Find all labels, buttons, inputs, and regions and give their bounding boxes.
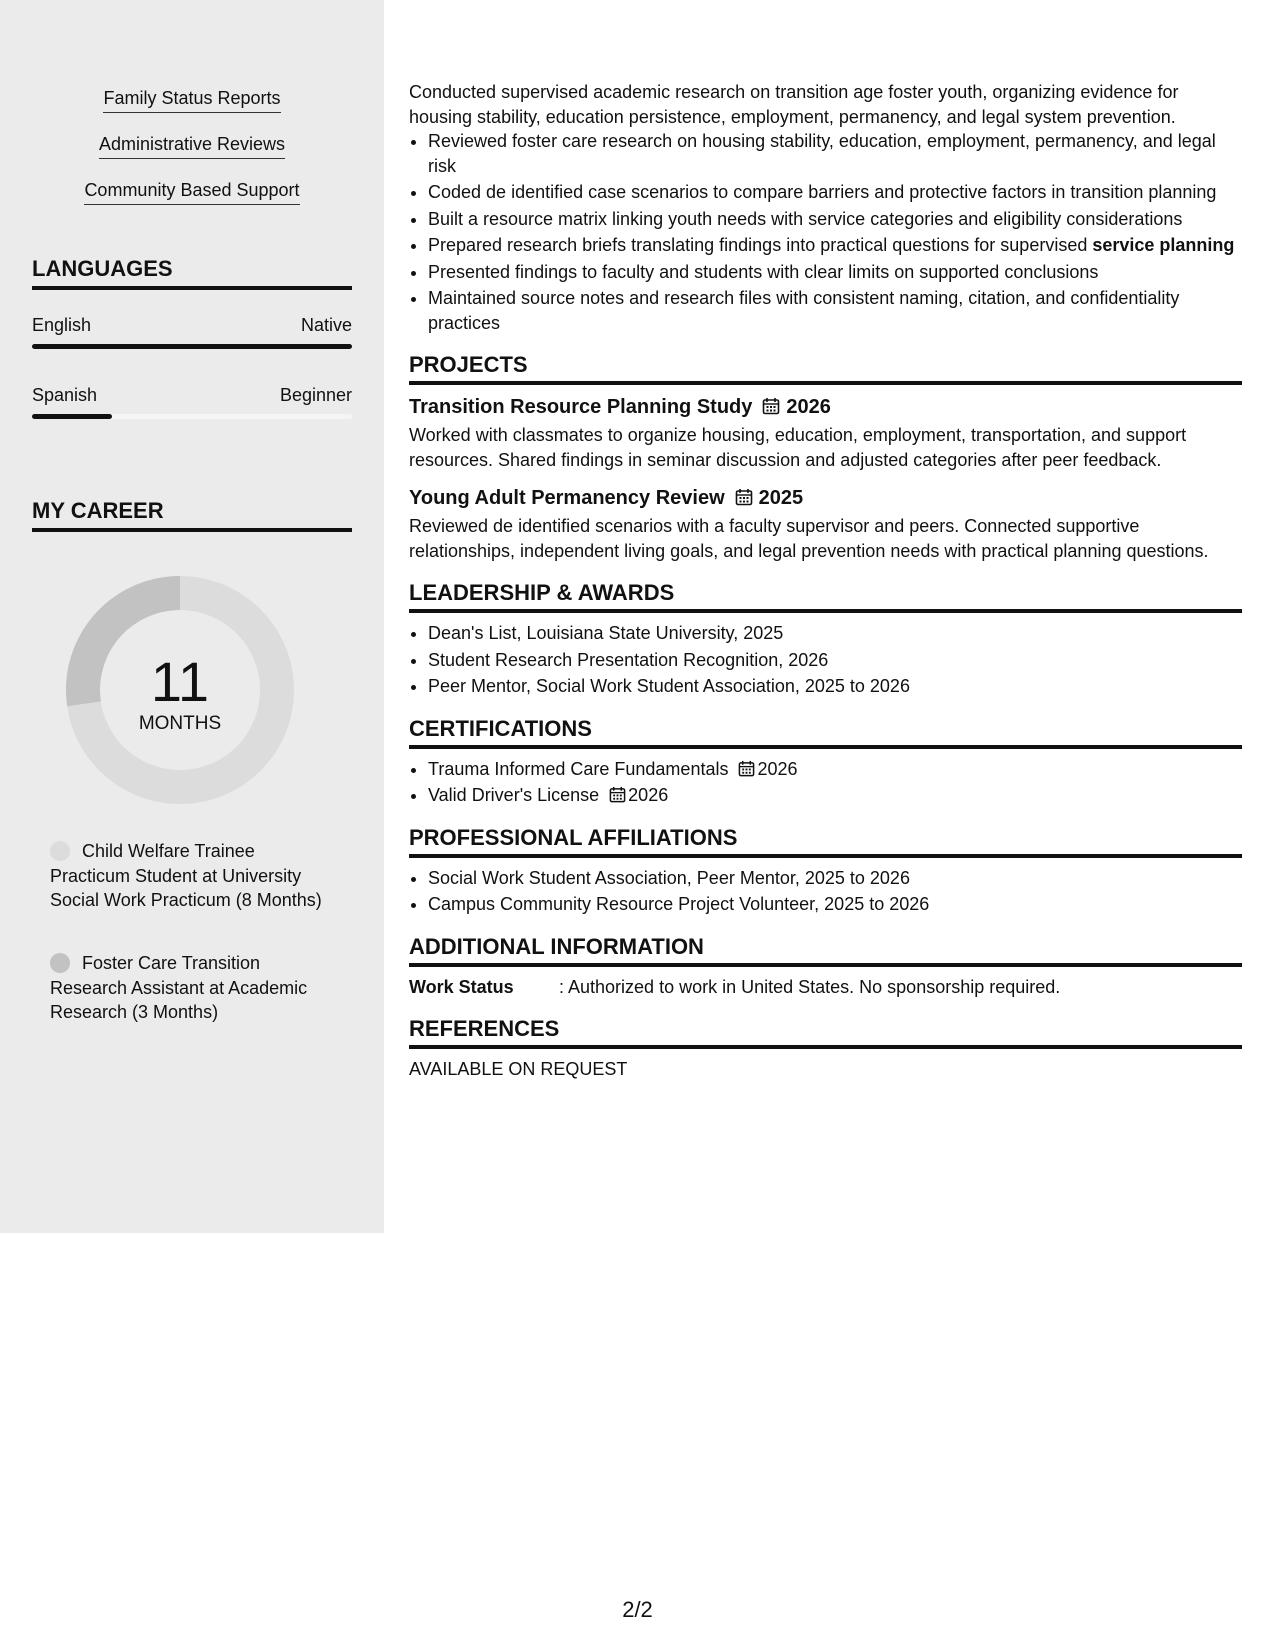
certification-item bbox=[428, 757, 1242, 782]
language-proficiency-bar bbox=[32, 414, 352, 419]
language-name: Spanish bbox=[32, 385, 98, 405]
language-proficiency-fill bbox=[32, 344, 352, 349]
affiliations-list bbox=[409, 866, 1242, 917]
skill-link[interactable]: Family Status Reports bbox=[103, 86, 280, 113]
leadership-item: • Dean's List, Louisiana State University, 2025 bbox=[428, 621, 1242, 646]
project-title: Transition Resource Planning Study bbox=[409, 396, 753, 418]
calendar-icon bbox=[609, 786, 626, 803]
calendar-icon bbox=[738, 760, 755, 777]
experience-bullet bbox=[428, 233, 1242, 258]
language-proficiency-bar bbox=[32, 344, 352, 349]
affiliations-heading: PROFESSIONAL AFFILIATIONS bbox=[409, 824, 1242, 858]
certification-name: Valid Driver's License bbox=[428, 785, 600, 805]
certifications-heading: CERTIFICATIONS bbox=[409, 715, 1242, 749]
career-item bbox=[50, 951, 330, 1025]
leadership-item: • Student Research Presentation Recognition, 2026 bbox=[428, 648, 1242, 673]
career-total-number: 11 bbox=[150, 650, 210, 713]
main-content bbox=[409, 80, 1242, 1082]
project-description: Worked with classmates to organize housing, education, employment, transportation, and support resources. Shared findings in seminar discussion and adjusted categories after peer feedback. bbox=[409, 425, 1187, 470]
language-level: Beginner bbox=[279, 385, 352, 405]
project-title: Young Adult Permanency Review bbox=[409, 487, 725, 509]
calendar-icon bbox=[735, 488, 753, 506]
experience-bullet: • Presented findings to faculty and students with clear limits on supported conclusions bbox=[428, 260, 1242, 285]
projects-heading: PROJECTS bbox=[409, 351, 1242, 385]
bullet-text: Prepared research briefs translating findings into practical questions for supervised bbox=[428, 235, 1093, 255]
experience-bullet: • Coded de identified case scenarios to compare barriers and protective factors in transition planning bbox=[428, 180, 1242, 205]
certifications-list bbox=[409, 757, 1242, 808]
experience-bullet: • Maintained source notes and research files with consistent naming, citation, and confidentiality practices bbox=[428, 286, 1242, 335]
project-description: Reviewed de identified scenarios with a faculty supervisor and peers. Connected supportive relationships, independent living goals, and legal prevention needs with practical planning questions. bbox=[409, 516, 1209, 561]
skills-list bbox=[0, 86, 384, 224]
career-heading: MY CAREER bbox=[32, 498, 352, 532]
experience-bullets bbox=[409, 129, 1242, 335]
skill-link[interactable]: Administrative Reviews bbox=[99, 132, 285, 159]
project-year: 2026 bbox=[786, 396, 831, 418]
skill-link[interactable]: Community Based Support bbox=[84, 178, 299, 205]
project-title-row bbox=[409, 484, 1242, 512]
experience-bullet: • Built a resource matrix linking youth needs with service categories and eligibility considerations bbox=[428, 207, 1242, 232]
experience-summary: Conducted supervised academic research on transition age foster youth, organizing evidence for housing stability, education persistence, employment, permanency, and legal system prevention. bbox=[409, 82, 1179, 127]
career-item-text: Child Welfare Trainee Practicum Student at University Social Work Practicum (8 Months) bbox=[50, 841, 322, 910]
project-title-row bbox=[409, 393, 1242, 421]
work-status-value: : Authorized to work in United States. No sponsorship required. bbox=[559, 976, 1061, 997]
career-legend-dot bbox=[50, 953, 70, 973]
certification-year: 2026 bbox=[757, 758, 798, 779]
work-status-row bbox=[409, 975, 1242, 1000]
language-proficiency-fill bbox=[32, 414, 112, 419]
project-year: 2025 bbox=[758, 487, 804, 509]
certification-year: 2026 bbox=[628, 785, 669, 805]
language-row bbox=[32, 314, 352, 336]
leadership-list bbox=[409, 621, 1242, 699]
career-total-unit: MONTHS bbox=[138, 713, 222, 734]
career-legend-dot bbox=[50, 841, 70, 861]
sidebar bbox=[0, 0, 384, 1233]
certification-name: Trauma Informed Care Fundamentals bbox=[428, 758, 729, 779]
language-name: English bbox=[32, 315, 92, 335]
experience-bullet: • Reviewed foster care research on housing stability, education, employment, permanency, and legal risk bbox=[428, 129, 1242, 178]
calendar-icon bbox=[762, 397, 780, 415]
additional-info-heading: ADDITIONAL INFORMATION bbox=[409, 933, 1242, 967]
languages-heading: LANGUAGES bbox=[32, 256, 352, 290]
page-number: 2/2 bbox=[622, 1597, 653, 1622]
work-status-label: Work Status bbox=[409, 976, 514, 997]
career-item bbox=[50, 839, 330, 913]
certification-item bbox=[428, 783, 1242, 808]
career-item-text: Foster Care Transition Research Assistant at Academic Research (3 Months) bbox=[50, 953, 308, 1022]
language-row bbox=[32, 384, 352, 406]
references-heading: REFERENCES bbox=[409, 1015, 1242, 1049]
leadership-item: • Peer Mentor, Social Work Student Association, 2025 to 2026 bbox=[428, 674, 1242, 699]
affiliation-item: • Social Work Student Association, Peer Mentor, 2025 to 2026 bbox=[428, 866, 1242, 891]
references-text: AVAILABLE ON REQUEST bbox=[409, 1059, 628, 1079]
affiliation-item: • Campus Community Resource Project Volunteer, 2025 to 2026 bbox=[428, 892, 1242, 917]
bullet-bold-text: service planning bbox=[1092, 235, 1235, 255]
language-level: Native bbox=[300, 315, 352, 335]
leadership-heading: LEADERSHIP & AWARDS bbox=[409, 579, 1242, 613]
